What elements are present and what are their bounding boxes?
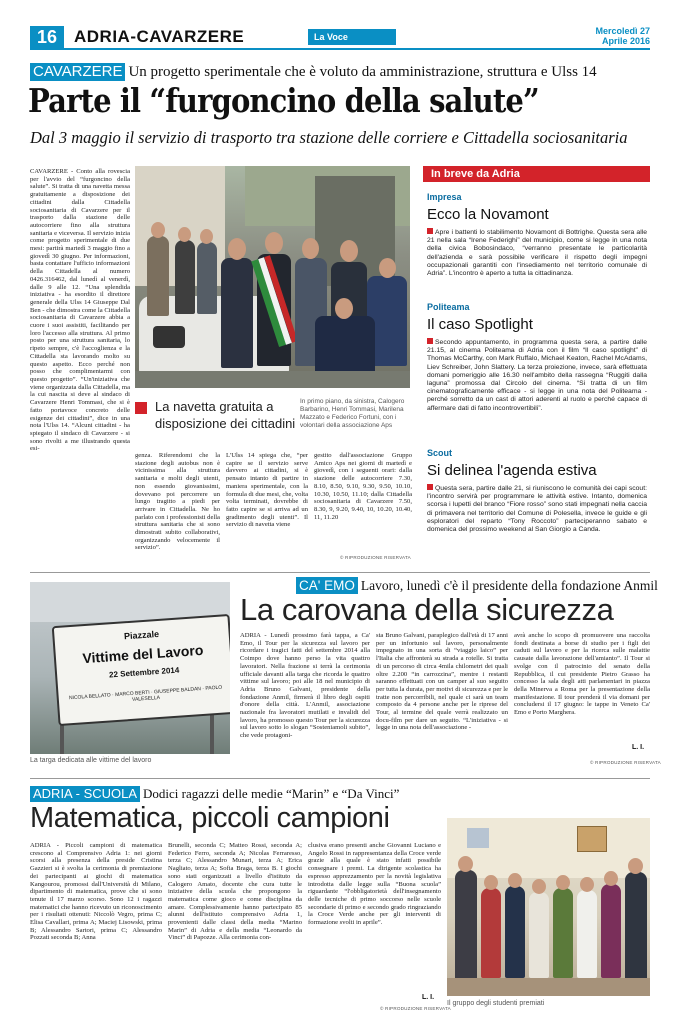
section-divider bbox=[30, 572, 650, 573]
newspaper-logo: La Voce bbox=[308, 29, 396, 45]
article3-signature: L. I. bbox=[422, 994, 435, 1001]
article2-kicker: CA' EMO bbox=[296, 577, 358, 594]
sidebar-item-title[interactable]: Il caso Spotlight bbox=[427, 316, 533, 333]
article3-column-2: Brunelli, seconda C; Matteo Rossi, seconda A; Federico Ferro, seconda A; Nicolas Ferraresso, terza C; Alessandro Munari, terza A; Erica Nagliato, terza A; Sofia Braga, terza B. I giochi sono stati organizzati a livello d'istituto da Calogero Amato, docente che cura tutte le iniziative della scuola che propongono la matematica come gioco e come disciplina da amare. Complessivamente hanno partecipato 85 alunni dell'istituto comprensivo Adria 1, provenienti dalle classi della media “Marino Marin” di Adria e della media “Leonardo da Vinci” di Papozze. Alla cerimonia con- bbox=[168, 842, 302, 942]
article3-headline[interactable]: Matematica, piccoli campioni bbox=[30, 802, 390, 834]
page-number: 16 bbox=[30, 26, 64, 48]
article1-kicker-line bbox=[30, 63, 597, 81]
sidebar-item-title[interactable]: Si delinea l'agenda estiva bbox=[427, 462, 597, 479]
article2-headline[interactable]: La carovana della sicurezza bbox=[240, 592, 614, 627]
bullet-icon bbox=[427, 484, 433, 490]
sidebar-item-title[interactable]: Ecco la Novamont bbox=[427, 206, 549, 223]
article3-photo-caption: Il gruppo degli studenti premiati bbox=[447, 1000, 545, 1007]
article3-kicker: ADRIA - SCUOLA bbox=[30, 786, 140, 802]
article1-photo-credit: In primo piano, da sinistra, Calogero Barbarino, Henri Tommasi, Marilena Mazzato e Federico Fortuni, con i volontari della associazione Aps bbox=[300, 398, 405, 429]
article2-photo bbox=[30, 582, 230, 754]
article2-signature: L. I. bbox=[632, 744, 645, 751]
article3-column-3: clusiva erano presenti anche Giovanni Luciano e Angelo Rossi in rappresentanza della Croce verde grazie alla quale è stato infatti possibile consegnare i premi. La dirigente scolastica ha espresso apprezzamento per la novità legislativa introdotta dalle legge sulla “Buona scuola” riguardante “l'obbligatorietà dell'insegnamento delle tecniche di primo soccorso nelle scuole secondarie di primo e secondo grado ringraziando la Croce Verde anche per gli interventi di formazione svolti in aprile”. bbox=[308, 842, 441, 927]
sidebar-item-body: Secondo appuntamento, in programma questa sera, a partire dalle 21.15, al cinema Politeama di Adria con il film “Il caso spotlight” di Thomas McCarthy, con Mark Ruffalo, Michael Keaton, Rachel McAdams, Liev Schreiber, John Slattery. La terza proiezione, invece, sarà effettuata domani pomeriggio alle 16.30 nell'ambito della rassegna “Ruggiti dalla laguna” promossa dal Circolo del cinema. “Si tratta di un film cinematograficamente efficace - si legge in una nota del Politeama - perché sorretto da un cast di attori aderenti al ruolo e perché capace di affermare dati di fatto incontrovertibili”. bbox=[427, 339, 647, 412]
article1-copyright: © RIPRODUZIONE RISERVATA bbox=[340, 555, 411, 560]
sidebar-item-category: Impresa bbox=[427, 192, 462, 202]
sidebar-item-body: Questa sera, partire dalle 21, si riuniscono le comunità dei capi scout: l'incontro servirà per programmare le attività estive. Intanto, domenica scorsa i lupetti del branco “Fiore rosso” sono stati impegnati nella caccia di primavera nel territorio del Comune di Polesella, invece le guide e gli esploratori del reparto “Tony Roccoto” parteciperanno sabato e domenica del prossimo weekend al San Giorgio a Canda. bbox=[427, 485, 647, 534]
article1-subheadline: Dal 3 maggio il servizio di trasporto tra stazione delle corriere e Cittadella sociosanitaria bbox=[30, 128, 628, 147]
memorial-sign bbox=[52, 614, 230, 726]
article1-column-2: genza. Riferendomi che la stazione degli autobus non è vicinissima alla struttura sanitaria e molti degli utenti, non essendo giovanissimi, dovevano poi percorrere un lungo tragitto a piedi per arrivare in Cittadella. Ne ho parlato con i professionisti della struttura sanitaria che si sono dimostrati subito collaborativi, organizzando velocemente il servizio”. bbox=[135, 452, 220, 552]
article3-copyright: © RIPRODUZIONE RISERVATA bbox=[380, 1006, 451, 1011]
bullet-icon bbox=[427, 338, 433, 344]
article2-column-2: sta Bruno Galvani, paraplegico dall'età di 17 anni per un infortunio sul lavoro, personalmente impegnato in una sorta di “viaggio laico” per l'Italia che affronterà su strada a rotelle. Si tratta di un percorso di circa 4mila chilometri dei quali oltre 2.200 “in carrozzina”, mentre i restanti saranno effettuati con un camper al suo seguito per tutta la durata, per motivi di sicurezza e per le tratte non percorribili, nel quale ci sarà un team composto da 4 persone anche per le riprese del Tour, al termine del quale verrà realizzato un docu-film per dare un seguito. “L'iniziativa - si legge in una nota dell'associazione - bbox=[376, 632, 508, 732]
issue-date bbox=[595, 26, 650, 46]
article1-caption-text: La navetta gratuita a disposizione dei cittadini bbox=[155, 399, 296, 431]
sidebar-item-category: Scout bbox=[427, 448, 453, 458]
sign-line-2: Vittime del Lavoro bbox=[81, 641, 204, 667]
bullet-icon bbox=[427, 228, 433, 234]
article1-headline[interactable]: Parte il “furgoncino della salute” bbox=[28, 81, 539, 120]
caption-bullet-icon bbox=[135, 402, 147, 414]
sidebar-header: In breve da Adria bbox=[423, 166, 650, 182]
sidebar-item-category: Politeama bbox=[427, 302, 470, 312]
sign-line-3: 22 Settembre 2014 bbox=[108, 665, 180, 680]
article2-column-3: avrà anche lo scopo di promuovere una raccolta fondi destinata a borse di studio per i figli dei caduti sul lavoro e per la ricerca sulle malattie causate dalla lavorazione dell'amianto”. Il Tour si svolge con il patrocinio del senato della Repubblica, il cui presidente Pietro Grasso ha concesso la sala degli atti parlamentari in piazza della Minerva a Roma per la presentazione della manifestazione. Il tour prenderà il via domani per concludersi il 17 giugno: le tappe in Veneto Ca' Emo e Porto Marghera. bbox=[514, 632, 650, 717]
news-sidebar bbox=[417, 166, 650, 578]
article1-column-1: CAVARZERE - Conto alla rovescia per l'avvio del “furgoncino della salute”. Si tratta di una navetta messa gratuitamente a disposizione dei cittadini dalla Cittadella sociosanitaria di Cavarzere per il trasporto dalla stazione delle autocorriere fino alla struttura sanitaria e viceversa. Il servizio inizia come progetto sperimentale di due mesi: partirà martedì 3 maggio fino a giovedì 30 giugno. Per informazioni, basta contattare l'ufficio informazioni della Cittadella al numero 0426.316462, dal lunedì al venerdì, dalle 9 alle 12. “Una splendida iniziativa - ha esordito il direttore generale della Ulss 14 Giuseppe Dal Ben - che dimostra come la Cittadella sociosanitaria di Cavarzere abbia a cuore i suoi assistiti, facilitando per loro l'accesso alla struttura. Al primo posto per una struttura sanitaria, lo ripeto sempre, c'è l'accoglienza e la Cittadella sta lavorando molto su questo aspetto. Ecco perché non posso che complimentarmi con questo progetto”. “Un'iniziativa che viene organizzata dalla Cittadella, ma la cui nascita si deve al sindaco di Cavarzere Henri Tommasi, che si è fatto portavoce concreto delle esigenze dei cittadini”, dice in una nota l'Ulss 14. “Alcuni cittadini - ha spiegato il sindaco di Cavarzere - si sono rivolti a me illustrando questa esi- bbox=[30, 168, 130, 453]
section-divider bbox=[30, 778, 650, 779]
article1-kicker: CAVARZERE bbox=[30, 63, 125, 81]
date-line-1: Mercoledì 27 bbox=[595, 26, 650, 36]
article2-photo-caption: La targa dedicata alle vittime del lavoro bbox=[30, 757, 152, 764]
article3-column-1: ADRIA - Piccoli campioni di matematica crescono al Comprensivo Adria 1: nei giorni scorsi alla presenza della preside Cristina Gazzieri si è svolta la cerimonia di premiazione dei partecipanti ai giochi di matematica Kangourou, promossi dall'Università di Milano, dipartimento di matematica, prove che si sono tenute il 17 marzo scorso. Sono 12 i ragazzi matematici che hanno ricevuto un riconoscimento per i risultati ottenuti: Niccolò Vegro, prima C; Elisa Cavallari, prima A; Maciej Lisowski, prima B; Alessandro Sartori, prima C; Alessandro Pozzati seconda B; Anna bbox=[30, 842, 162, 942]
article1-kicker-text: Un progetto sperimentale che è voluto da amministrazione, struttura e Ulss 14 bbox=[128, 64, 597, 80]
article1-column-4: gestito dall'associazione Gruppo Amico Aps nei giorni di martedì e giovedì, con i seguenti orari: dalla stazione delle autocorriere 7.30, 8.10, 8.50, 9.10, 9.30, 9.50, 10.10, 10.30, 10.50, 11.10; dalla Cittadella sociosanitaria di Cavarzere 7.50, 8.30, 9, 9.20, 9.40, 10, 10.20, 10.40, 11, 11.20 bbox=[314, 452, 412, 521]
article1-column-3: L'Ulss 14 spiega che, “per capire se il servizio serve davvero ai cittadini, si è pensato intanto di partire in maniera sperimentale, con la formula di due mesi, che, volta volta terminati, dovrebbe di fatto capire se si arriva ad un gradimento degli utenti”. Il servizio di navetta viene bbox=[226, 452, 308, 529]
section-title: ADRIA-CAVARZERE bbox=[74, 27, 245, 46]
article2-kicker-text: Lavoro, lunedì c'è il presidente della fondazione Anmil bbox=[360, 578, 658, 593]
sidebar-item-body: Apre i battenti lo stabilimento Novamont di Bottrighe. Questa sera alle 21 nella sala “Irene Federighi” del municipio, come si legge in una nota della civica Bobosindaco, “verranno presentate le particolarità dell'azienda e sarà possibile verificare il rispetto degli impegni occupazionali garantiti con l'insediamento nel territorio comunale di Adria”. L'incontro è aperto a tutta la cittadinanza. bbox=[427, 229, 647, 278]
page-header bbox=[30, 26, 650, 48]
sign-line-4: NICOLA BELLATO · MARCO BERTI · GIUSEPPE BALDAN · PAOLO VALESELLA bbox=[68, 684, 223, 703]
sign-line-1: Piazzale bbox=[123, 628, 160, 642]
date-line-2: Aprile 2016 bbox=[601, 36, 650, 46]
article2-copyright: © RIPRODUZIONE RISERVATA bbox=[590, 760, 661, 765]
article3-photo bbox=[447, 818, 650, 996]
article3-kicker-text: Dodici ragazzi delle medie “Marin” e “Da Vinci” bbox=[143, 786, 400, 801]
article1-photo bbox=[135, 166, 410, 388]
header-divider bbox=[30, 48, 650, 50]
article2-column-1: ADRIA - Lunedì prossimo farà tappa, a Ca' Emo, il Tour per la sicurezza sul lavoro per ricordare i tragici fatti del settembre 2014 alla Coimpo dove hanno perso la vita quattro lavoratori. Nella frazione si terrà la cerimonia ufficiale davanti alla targa che ricorda le quattro vittime sul lavoro; poi alle 18 nel municipio di Adria Bruno Galvani, presidente della fondazione Anmil, firmerà il libro degli ospiti d'onore della città. L'Anmil, associazione nazionale fra lavoratori mutilati e invalidi del lavoro, ha promosso questo Tour per la sicurezza sul lavoro sotto lo slogan “Sosteniamoli subito”, che vede protagoni- bbox=[240, 632, 370, 740]
